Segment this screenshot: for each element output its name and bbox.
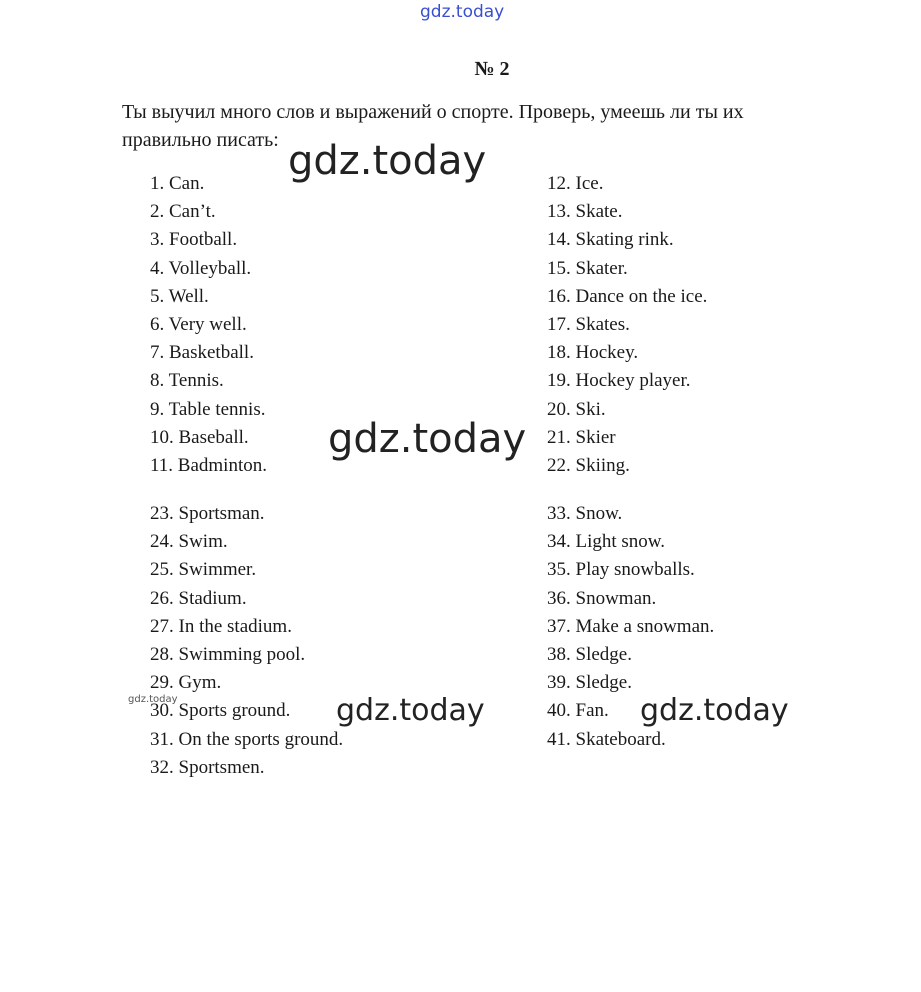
list-item: 1. Can.: [150, 173, 205, 194]
list-item: 21. Skier: [547, 426, 616, 448]
watermark-large: gdz.today: [288, 138, 487, 184]
word-list-left: [150, 170, 343, 782]
list-item: 35. Play snowballs.: [547, 559, 695, 581]
list-item: 4. Volleyball.: [150, 257, 252, 279]
list-item: 36. Snowman.: [547, 587, 657, 609]
list-item: 27. In the stadium.: [150, 615, 292, 637]
watermark-medium: gdz.today: [336, 693, 485, 728]
list-item: 19. Hockey player.: [547, 370, 691, 392]
exercise-instruction: Ты выучил много слов и выражений о спорте. Проверь, умеешь ли ты их правильно писать:: [122, 101, 744, 151]
list-item: 28. Swimming pool.: [150, 644, 306, 665]
list-item: 22. Skiing.: [547, 454, 630, 476]
list-item: 18. Hockey.: [547, 342, 639, 364]
list-item: 20. Ski.: [547, 398, 606, 420]
list-item: 2. Can’t.: [150, 201, 216, 223]
list-item: 17. Skates.: [547, 313, 630, 335]
list-item: 40. Fan.: [547, 700, 609, 722]
watermark-medium: gdz.today: [640, 693, 789, 728]
list-item: 6. Very well.: [150, 313, 247, 335]
list-item: 14. Skating rink.: [547, 229, 674, 251]
list-item: 26. Stadium.: [150, 587, 247, 609]
list-item: 34. Light snow.: [547, 531, 666, 553]
list-item: 39. Sledge.: [547, 672, 632, 694]
list-item: 15. Skater.: [547, 257, 628, 279]
list-item: 16. Dance on the ice.: [547, 285, 708, 307]
list-item: 33. Snow.: [547, 503, 623, 525]
list-item: 29. Gym.: [150, 672, 222, 694]
list-item: 23. Sportsman.: [150, 503, 265, 525]
watermark-large: gdz.today: [328, 416, 527, 462]
list-item: 32. Sportsmen.: [150, 756, 265, 778]
list-item: 9. Table tennis.: [150, 398, 266, 420]
list-item: 10. Baseball.: [150, 426, 249, 448]
word-list-right: [547, 170, 714, 754]
list-item: 38. Sledge.: [547, 644, 632, 665]
list-item: 25. Swimmer.: [150, 559, 257, 581]
list-item: 24. Swim.: [150, 531, 228, 553]
list-item: 12. Ice.: [547, 173, 604, 194]
list-item: 8. Tennis.: [150, 370, 224, 392]
list-item: 7. Basketball.: [150, 342, 254, 364]
list-item: 3. Football.: [150, 229, 238, 251]
exercise-number: № 2: [474, 58, 510, 80]
list-item: 30. Sports ground.: [150, 700, 291, 722]
list-item: 11. Badminton.: [150, 454, 267, 476]
watermark-small: gdz.today: [128, 694, 178, 705]
list-item: 5. Well.: [150, 285, 209, 307]
list-item: 13. Skate.: [547, 201, 623, 223]
list-item: 41. Skateboard.: [547, 728, 666, 750]
list-item: 37. Make a snowman.: [547, 615, 715, 637]
watermark-top: gdz.today: [420, 2, 505, 22]
list-item: 31. On the sports ground.: [150, 728, 344, 750]
